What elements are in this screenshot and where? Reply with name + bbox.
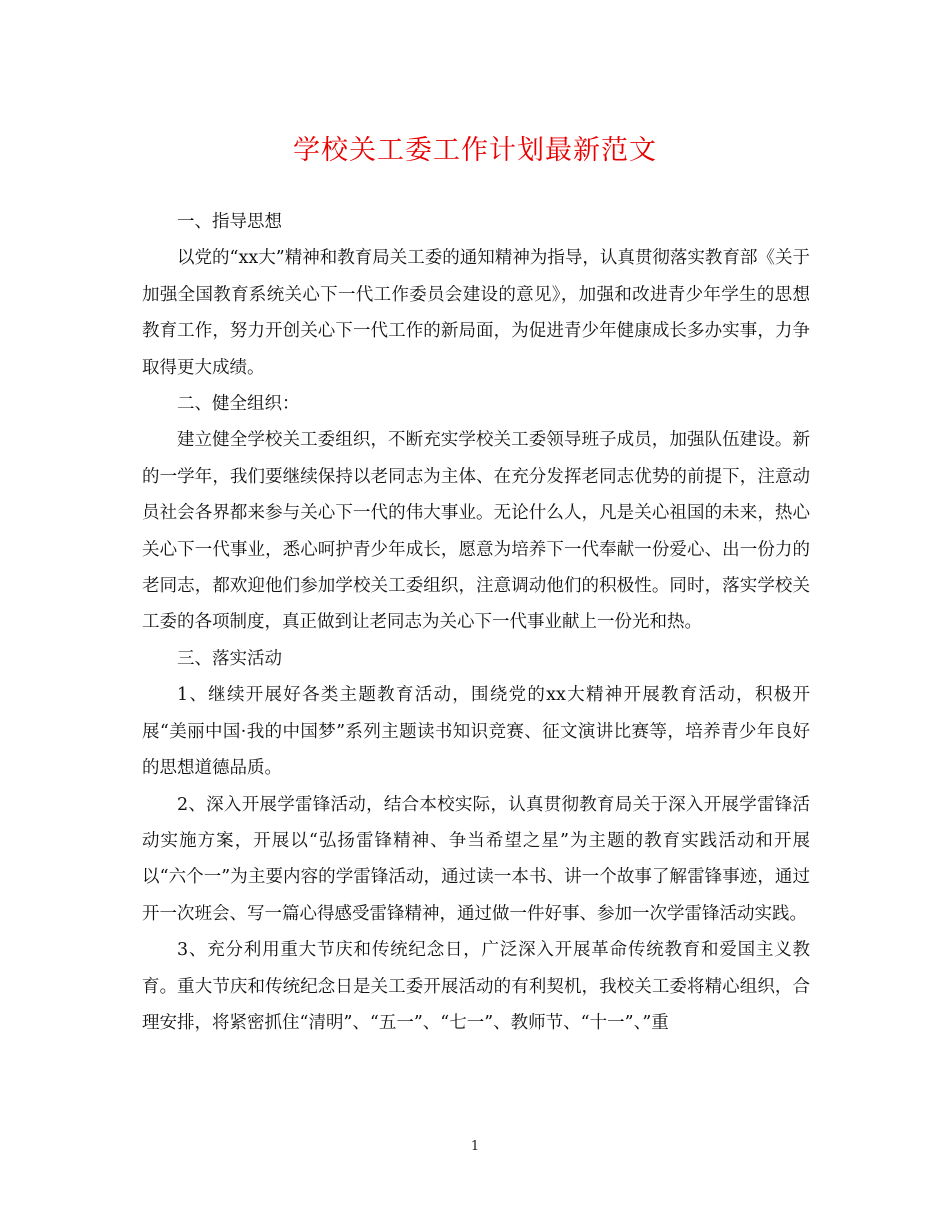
- section-heading-organization: 二、健全组织：: [177, 394, 300, 415]
- document-title: 学校关工委工作计划最新范文: [293, 135, 657, 166]
- section-heading-guiding-ideology: 一、指导思想: [177, 212, 282, 232]
- section-heading-activities: 三、落实活动: [177, 648, 282, 669]
- paragraph-activity-1: 1、继续开展好各类主题教育活动，围绕党的xx大精神开展教育活动，积极开展“美丽中国·我的中国梦”系列主题读书知识竞赛、征文演讲比赛等，培养青少年良好的思想道德品质。: [142, 685, 810, 779]
- paragraph-guiding-ideology: 以党的“xx大”精神和教育局关工委的通知精神为指导，认真贯彻落实教育部《关于加强全国教育系统关心下一代工作委员会建设的意见》，加强和改进青少年学生的思想教育工作，努力开创关心下一代工作的新局面，为促进青少年健康成长多办实事，力争取得更大成绩。: [142, 248, 810, 378]
- paragraph-organization: 建立健全学校关工委组织，不断充实学校关工委领导班子成员，加强队伍建设。新的一学年，我们要继续保持以老同志为主体、在充分发挥老同志优势的前提下，注意动员社会各界都来参与关心下一代的伟大事业。无论什么人，凡是关心祖国的未来，热心关心下一代事业，悉心呵护青少年成长，愿意为培养下一代奉献一份爱心、出一份力的老同志，都欢迎他们参加学校关工委组织，注意调动他们的积极性。同时，落实学校关工委的各项制度，真正做到让老同志为关心下一代事业献上一份光和热。: [142, 430, 810, 633]
- page-number: 1: [470, 1139, 480, 1154]
- paragraph-activity-2: 2、深入开展学雷锋活动，结合本校实际，认真贯彻教育局关于深入开展学雷锋活动实施方案，开展以“弘扬雷锋精神、争当希望之星”为主题的教育实践活动和开展以“六个一”为主要内容的学雷锋活动，通过读一本书、讲一个故事了解雷锋事迹，通过开一次班会、写一篇心得感受雷锋精神，通过做一件好事、参加一次学雷锋活动实践。: [142, 794, 810, 924]
- document-body: [142, 204, 810, 1041]
- paragraph-activity-3: 3、充分利用重大节庆和传统纪念日，广泛深入开展革命传统教育和爱国主义教育。重大节庆和传统纪念日是关工委开展活动的有利契机，我校关工委将精心组织，合理安排，将紧密抓住“清明”、“五一”、“七一”、教师节、“十一”、”重: [142, 940, 810, 1033]
